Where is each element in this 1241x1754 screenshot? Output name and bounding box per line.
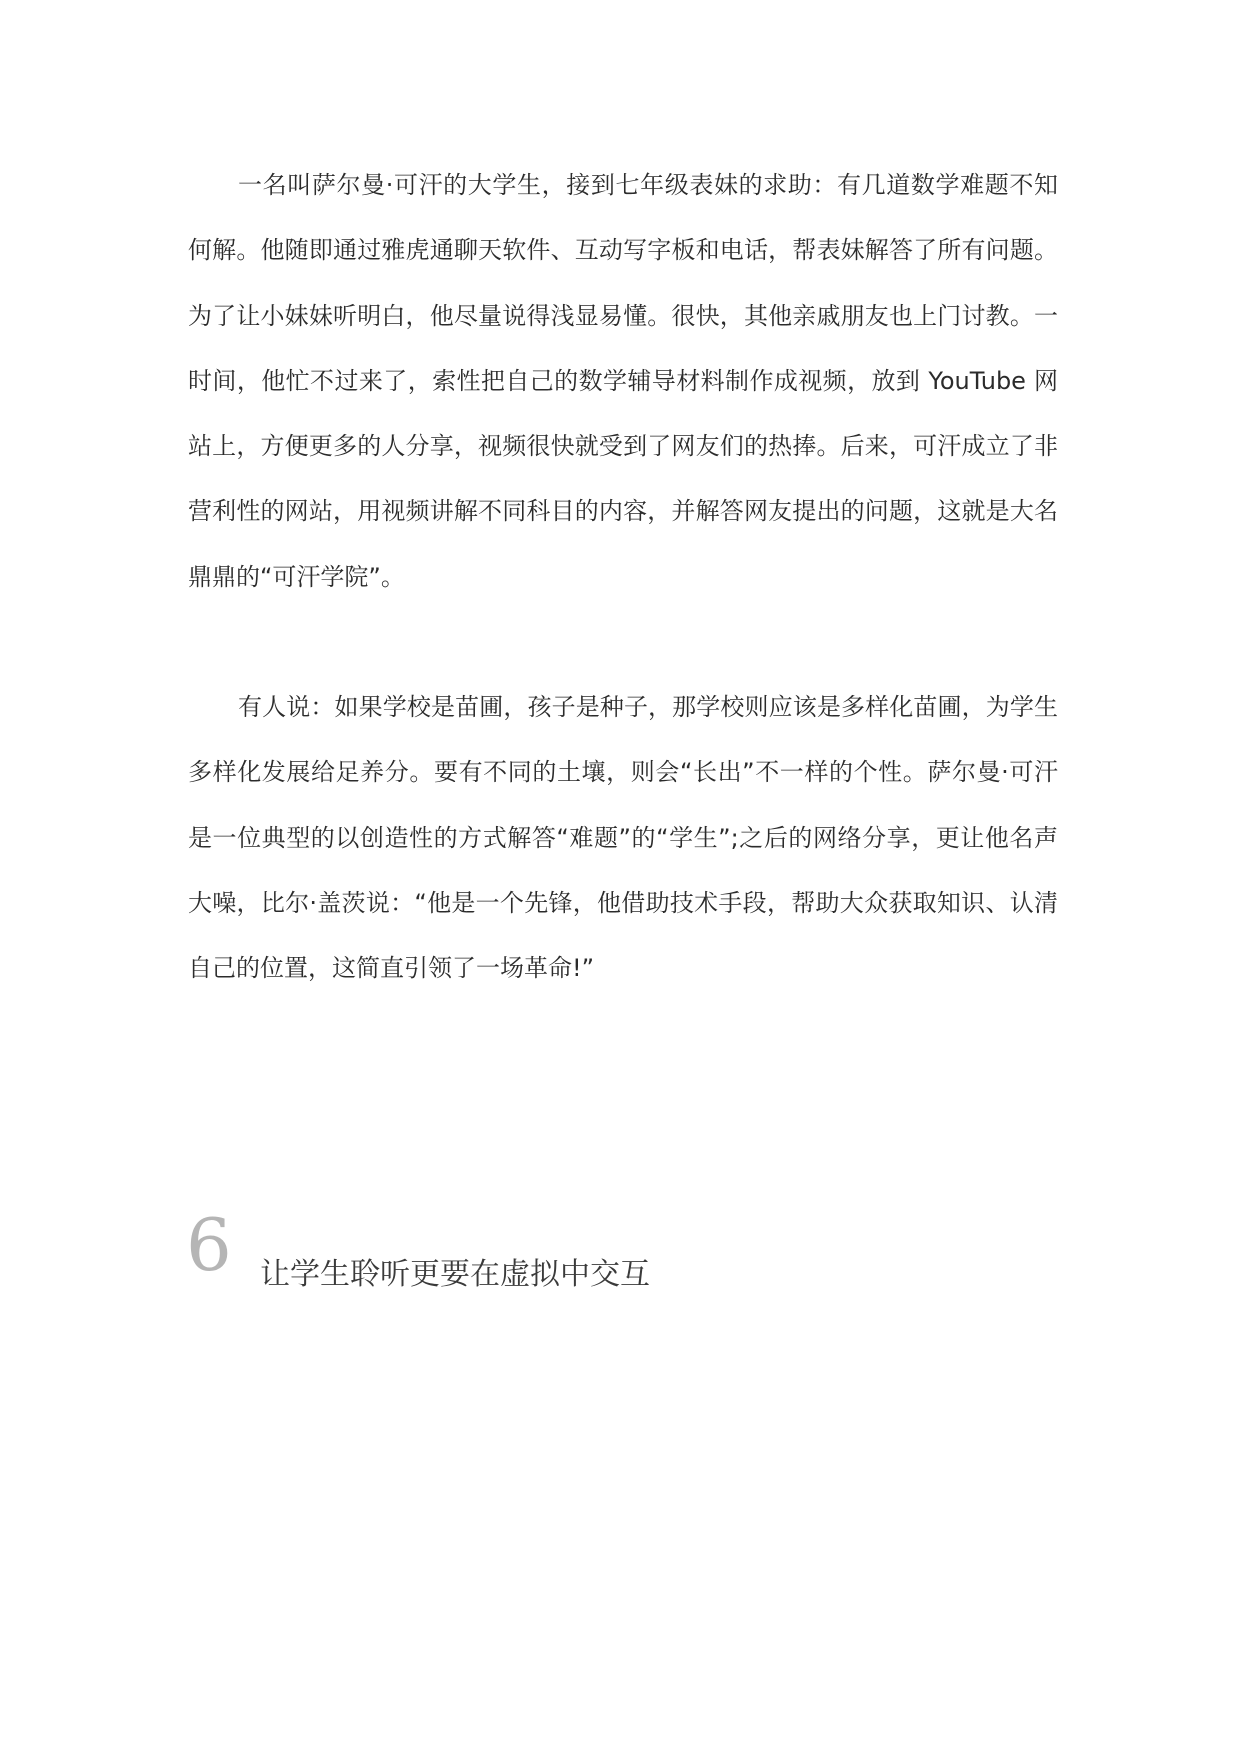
section-title: 让学生聆听更要在虚拟中交互 [260,1257,650,1292]
section-number: 6 [186,1203,232,1287]
body-paragraph-1: 一名叫萨尔曼·可汗的大学生，接到七年级表妹的求助：有几道数学难题不知何解。他随即通过雅虎通聊天软件、互动写字板和电话，帮表妹解答了所有问题。为了让小妹妹听明白，他尽量说得浅显易懂。很快，其他亲戚朋友也上门讨教。一时间，他忙不过来了，索性把自己的数学辅导材料制作成视频，放到 YouTube 网站上，方便更多的人分享，视频很快就受到了网友们的热捧。后来，可汗成立了非营利性的网站，用视频讲解不同科目的内容，并解答网友提出的问题，这就是大名鼎鼎的“可汗学院”。 [188,171,1058,591]
body-paragraph-2: 有人说：如果学校是苗圃，孩子是种子，那学校则应该是多样化苗圃，为学生多样化发展给足养分。要有不同的土壤，则会“长出”不一样的个性。萨尔曼·可汗是一位典型的以创造性的方式解答“难题”的“学生”;之后的网络分享，更让他名声大噪，比尔·盖茨说：“他是一个先锋，他借助技术手段，帮助大众获取知识、认清自己的位置，这简直引领了一场革命!” [188,693,1058,983]
section-heading [186,1205,1086,1295]
